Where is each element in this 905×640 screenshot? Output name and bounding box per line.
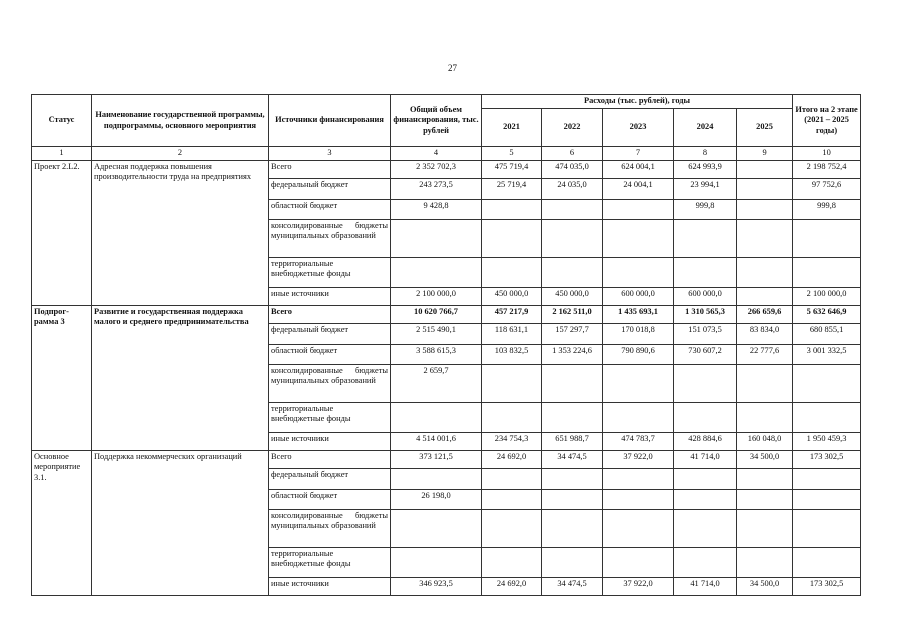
table-row [32, 160, 861, 178]
table-row [32, 450, 861, 468]
amount-y2023: 600 000,0 [603, 287, 674, 305]
amount-y2024: 428 884,6 [674, 432, 737, 450]
amount-itogo [793, 257, 861, 287]
financing-source: Всего [269, 160, 391, 178]
amount-y2021: 24 692,0 [482, 577, 542, 595]
amount-y2025: 160 048,0 [737, 432, 793, 450]
amount-itogo: 680 855,1 [793, 323, 861, 344]
amount-total: 243 273,5 [391, 178, 482, 199]
amount-itogo [793, 402, 861, 432]
header-expenses: Расходы (тыс. рублей), годы [482, 95, 793, 109]
amount-y2024 [674, 509, 737, 547]
amount-y2021 [482, 489, 542, 509]
amount-y2024 [674, 402, 737, 432]
amount-y2022 [542, 257, 603, 287]
financing-source: территориальные внебюджетные фонды [269, 547, 391, 577]
page-number: 27 [448, 63, 457, 73]
amount-y2023: 170 018,8 [603, 323, 674, 344]
amount-y2025: 22 777,6 [737, 344, 793, 364]
amount-y2024: 730 607,2 [674, 344, 737, 364]
amount-y2022: 157 297,7 [542, 323, 603, 344]
financing-source: иные источники [269, 577, 391, 595]
financing-source: федеральный бюджет [269, 323, 391, 344]
amount-y2021: 24 692,0 [482, 450, 542, 468]
amount-y2021 [482, 364, 542, 402]
amount-y2025 [737, 509, 793, 547]
amount-total: 2 515 490,1 [391, 323, 482, 344]
financing-source: областной бюджет [269, 489, 391, 509]
column-number: 9 [737, 147, 793, 161]
amount-y2024: 151 073,5 [674, 323, 737, 344]
amount-total: 2 100 000,0 [391, 287, 482, 305]
amount-y2022: 34 474,5 [542, 450, 603, 468]
row-name: Развитие и государственная поддержка малого и среднего предпринимательства [92, 305, 269, 450]
financing-source: консолидированные бюджеты муниципальных образований [269, 509, 391, 547]
amount-y2024: 41 714,0 [674, 577, 737, 595]
amount-y2022: 2 162 511,0 [542, 305, 603, 323]
financing-source: областной бюджет [269, 344, 391, 364]
column-number: 10 [793, 147, 861, 161]
header-year: 2021 [482, 109, 542, 147]
amount-y2022: 651 988,7 [542, 432, 603, 450]
financing-source: областной бюджет [269, 199, 391, 219]
amount-total: 346 923,5 [391, 577, 482, 595]
amount-itogo: 2 198 752,4 [793, 160, 861, 178]
amount-total [391, 402, 482, 432]
amount-y2021: 450 000,0 [482, 287, 542, 305]
amount-y2021: 475 719,4 [482, 160, 542, 178]
amount-y2025 [737, 489, 793, 509]
amount-y2024: 1 310 565,3 [674, 305, 737, 323]
amount-y2023: 1 435 693,1 [603, 305, 674, 323]
column-number: 3 [269, 147, 391, 161]
amount-y2021 [482, 547, 542, 577]
header-total-volume: Общий объем финансирования, тыс. рублей [391, 95, 482, 147]
header-year: 2025 [737, 109, 793, 147]
amount-itogo: 97 752,6 [793, 178, 861, 199]
amount-itogo: 2 100 000,0 [793, 287, 861, 305]
amount-y2025 [737, 468, 793, 489]
row-status: Подпрог-рамма 3 [32, 305, 92, 450]
amount-y2023: 624 004,1 [603, 160, 674, 178]
amount-y2025 [737, 547, 793, 577]
amount-y2021: 118 631,1 [482, 323, 542, 344]
header-year: 2022 [542, 109, 603, 147]
amount-itogo [793, 219, 861, 257]
financing-source: территориальные внебюджетные фонды [269, 257, 391, 287]
amount-total [391, 219, 482, 257]
header-year: 2024 [674, 109, 737, 147]
amount-y2021: 103 832,5 [482, 344, 542, 364]
amount-y2024: 41 714,0 [674, 450, 737, 468]
amount-y2025 [737, 257, 793, 287]
amount-y2021: 457 217,9 [482, 305, 542, 323]
financing-source: иные источники [269, 432, 391, 450]
header-row-1 [32, 95, 861, 109]
column-number: 2 [92, 147, 269, 161]
amount-y2023 [603, 489, 674, 509]
financing-source: иные источники [269, 287, 391, 305]
financing-source: консолидированные бюджеты муниципальных образований [269, 219, 391, 257]
financing-source: территориальные внебюджетные фонды [269, 402, 391, 432]
amount-total [391, 257, 482, 287]
amount-y2024: 999,8 [674, 199, 737, 219]
amount-total [391, 509, 482, 547]
amount-y2023 [603, 509, 674, 547]
amount-y2025 [737, 219, 793, 257]
amount-y2023 [603, 468, 674, 489]
financing-source: федеральный бюджет [269, 178, 391, 199]
financing-source: Всего [269, 305, 391, 323]
header-sources: Источники финансирования [269, 95, 391, 147]
financing-source: Всего [269, 450, 391, 468]
amount-y2022 [542, 364, 603, 402]
amount-y2023 [603, 364, 674, 402]
amount-y2025 [737, 364, 793, 402]
amount-y2021 [482, 219, 542, 257]
table-row [32, 305, 861, 323]
amount-y2024 [674, 489, 737, 509]
amount-y2024 [674, 364, 737, 402]
row-name: Поддержка некоммерческих организаций [92, 450, 269, 595]
amount-total [391, 547, 482, 577]
amount-y2022 [542, 199, 603, 219]
column-number: 6 [542, 147, 603, 161]
amount-y2022 [542, 219, 603, 257]
amount-y2025: 83 834,0 [737, 323, 793, 344]
amount-total: 2 659,7 [391, 364, 482, 402]
amount-total: 4 514 001,6 [391, 432, 482, 450]
amount-y2022: 34 474,5 [542, 577, 603, 595]
header-name: Наименование государственной программы, подпрограммы, основного мероприятия [92, 95, 269, 147]
amount-y2023 [603, 219, 674, 257]
amount-y2023: 24 004,1 [603, 178, 674, 199]
amount-y2022 [542, 402, 603, 432]
amount-y2024: 23 994,1 [674, 178, 737, 199]
amount-y2025: 34 500,0 [737, 577, 793, 595]
amount-y2021: 25 719,4 [482, 178, 542, 199]
financing-table [31, 94, 861, 596]
amount-y2022 [542, 468, 603, 489]
amount-y2021: 234 754,3 [482, 432, 542, 450]
amount-y2023 [603, 402, 674, 432]
amount-total: 9 428,8 [391, 199, 482, 219]
row-status: Проект 2.L2. [32, 160, 92, 305]
row-status: Основное мероприятие 3.1. [32, 450, 92, 595]
amount-y2025: 266 659,6 [737, 305, 793, 323]
amount-y2021 [482, 402, 542, 432]
column-number: 4 [391, 147, 482, 161]
amount-y2024 [674, 547, 737, 577]
amount-y2023: 474 783,7 [603, 432, 674, 450]
amount-total: 26 198,0 [391, 489, 482, 509]
amount-y2025 [737, 178, 793, 199]
financing-source: консолидированные бюджеты муниципальных образований [269, 364, 391, 402]
amount-y2023: 37 922,0 [603, 450, 674, 468]
amount-y2022: 474 035,0 [542, 160, 603, 178]
header-status: Статус [32, 95, 92, 147]
amount-y2021 [482, 257, 542, 287]
row-name: Адресная поддержка повышения производительности труда на предприятиях [92, 160, 269, 305]
amount-y2025 [737, 287, 793, 305]
amount-itogo: 1 950 459,3 [793, 432, 861, 450]
amount-y2023: 790 890,6 [603, 344, 674, 364]
column-number: 7 [603, 147, 674, 161]
amount-y2022: 450 000,0 [542, 287, 603, 305]
amount-itogo [793, 509, 861, 547]
amount-total: 10 620 766,7 [391, 305, 482, 323]
amount-y2023 [603, 257, 674, 287]
amount-y2024 [674, 219, 737, 257]
column-number: 8 [674, 147, 737, 161]
amount-total: 3 588 615,3 [391, 344, 482, 364]
amount-total [391, 468, 482, 489]
amount-y2025 [737, 199, 793, 219]
amount-y2022 [542, 489, 603, 509]
amount-itogo [793, 489, 861, 509]
amount-y2025 [737, 160, 793, 178]
amount-itogo: 173 302,5 [793, 450, 861, 468]
amount-y2021 [482, 199, 542, 219]
amount-y2025: 34 500,0 [737, 450, 793, 468]
amount-y2024 [674, 257, 737, 287]
amount-itogo [793, 547, 861, 577]
amount-total: 2 352 702,3 [391, 160, 482, 178]
amount-y2024: 624 993,9 [674, 160, 737, 178]
amount-y2021 [482, 468, 542, 489]
amount-itogo: 999,8 [793, 199, 861, 219]
amount-itogo: 173 302,5 [793, 577, 861, 595]
table-body [32, 147, 861, 596]
amount-itogo [793, 364, 861, 402]
amount-y2021 [482, 509, 542, 547]
amount-y2022: 1 353 224,6 [542, 344, 603, 364]
amount-y2024 [674, 468, 737, 489]
column-number: 1 [32, 147, 92, 161]
header-itogo: Итого на 2 этапе (2021 – 2025 годы) [793, 95, 861, 147]
column-number: 5 [482, 147, 542, 161]
column-number-row [32, 147, 861, 161]
header-year: 2023 [603, 109, 674, 147]
amount-itogo: 3 001 332,5 [793, 344, 861, 364]
amount-y2022 [542, 547, 603, 577]
amount-itogo [793, 468, 861, 489]
amount-y2025 [737, 402, 793, 432]
amount-y2022 [542, 509, 603, 547]
amount-y2023: 37 922,0 [603, 577, 674, 595]
financing-source: федеральный бюджет [269, 468, 391, 489]
amount-y2022: 24 035,0 [542, 178, 603, 199]
amount-y2023 [603, 199, 674, 219]
amount-y2024: 600 000,0 [674, 287, 737, 305]
amount-itogo: 5 632 646,9 [793, 305, 861, 323]
amount-total: 373 121,5 [391, 450, 482, 468]
amount-y2023 [603, 547, 674, 577]
